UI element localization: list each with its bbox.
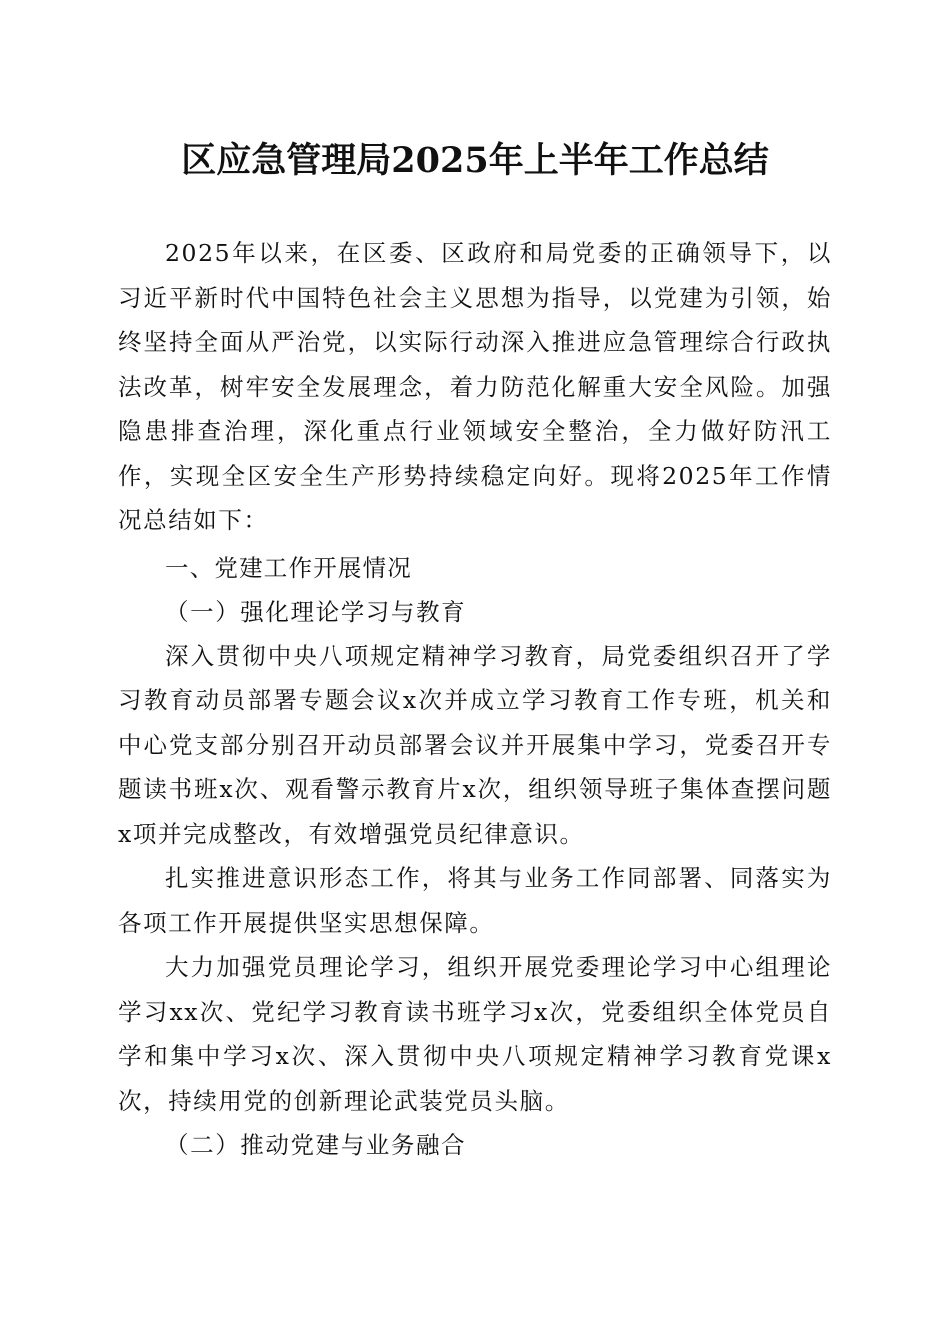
body-paragraph: 深入贯彻中央八项规定精神学习教育，局党委组织召开了学习教育动员部署专题会议x次并成立学习教育工作专班，机关和中心党支部分别召开动员部署会议并开展集中学习，党委召开专题读书班x次、观看警示教育片x次，组织领导班子集体查摆问题x项并完成整改，有效增强党员纪律意识。 bbox=[118, 641, 832, 848]
document-body bbox=[118, 231, 832, 1167]
subsection-heading-integration: （二）推动党建与业务融合 bbox=[165, 1131, 467, 1159]
body-paragraph: 扎实推进意识形态工作，将其与业务工作同部署、同落实为各项工作开展提供坚实思想保障。 bbox=[118, 864, 832, 937]
document-title: 区应急管理局2025年上半年工作总结 bbox=[181, 140, 769, 181]
subsection-heading-theory-study: （一）强化理论学习与教育 bbox=[165, 597, 467, 626]
intro-paragraph: 2025年以来，在区委、区政府和局党委的正确领导下，以习近平新时代中国特色社会主义思想为指导，以党建为引领，始终坚持全面从严治党，以实际行动深入推进应急管理综合行政执法改革，树牢安全发展理念，着力防范化解重大安全风险。加强隐患排查治理，深化重点行业领域安全整治，全力做好防汛工作，实现全区安全生产形势持续稳定向好。现将2025年工作情况总结如下： bbox=[118, 239, 832, 534]
body-paragraph: 大力加强党员理论学习，组织开展党委理论学习中心组理论学习xx次、党纪学习教育读书班学习x次，党委组织全体党员自学和集中学习x次、深入贯彻中央八项规定精神学习教育党课x次，持续用党的创新理论武装党员头脑。 bbox=[118, 953, 832, 1115]
section-heading-party-building: 一、党建工作开展情况 bbox=[165, 553, 412, 582]
